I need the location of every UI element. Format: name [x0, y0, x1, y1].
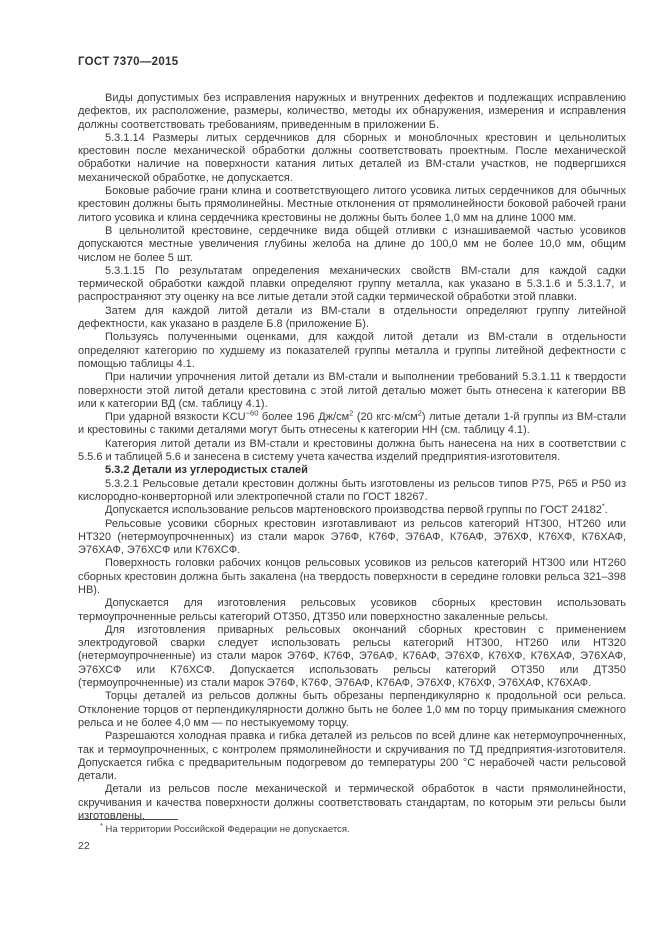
document-body	[78, 92, 626, 823]
page-number: 22	[78, 840, 90, 852]
paragraph: Допускается для изготовления рельсовых усовиков сборных крестовин использовать термоупрочненные рельсы категорий ОТ350, ДТ350 или поверхностно закаленные рельсы.	[78, 597, 626, 623]
paragraph: Допускается использование рельсов мартеновского производства первой группы по ГОСТ 24182*.	[105, 501, 608, 517]
section-heading: 5.3.2 Детали из углеродистых сталей	[105, 464, 308, 477]
paragraph: Поверхность головки рабочих концов рельсовых усовиков из рельсов категорий НТ300 или НТ260 сборных крестовин должна быть закалена (на твердость поверхности в середине головки рельса 321–398 НВ).	[78, 557, 626, 596]
paragraph: Торцы деталей из рельсов должны быть обрезаны перпендикулярно к продольной оси рельса. Отклонение торцов от перпендикулярности должно быть не более 1,0 мм по торцу примыкания смежного рельса и не более 4,0 мм — по нестыкуемому торцу.	[78, 690, 626, 729]
paragraph: 5.3.1.15 По результатам определения механических свойств ВМ-стали для каждой садки термической обработки каждой плавки определяют группу металла, как указано в 5.3.1.6 и 5.3.1.7, и распространяют эту оценку на все литые детали этой садки термической обработки этой плавки.	[78, 264, 626, 304]
footnote-divider	[78, 819, 178, 820]
document-header-title: ГОСТ 7370—2015	[78, 56, 179, 68]
footnote-text	[78, 820, 626, 836]
paragraph: Пользуясь полученными оценками, для каждой литой детали из ВМ-стали в отдельности определяют категорию по худшему из показателей группы металла и группы литейной дефектности с помощью таблицы 4.1.	[78, 331, 626, 370]
paragraph: Виды допустимых без исправления наружных и внутренних дефектов и подлежащих исправлению дефектов, их расположение, размеры, количество, методы их обнаружения, измерения и исправления должны соответствовать требованиям, приведенным в приложении Б.	[78, 92, 626, 131]
paragraph: При наличии упрочнения литой детали из ВМ-стали и выполнении требований 5.3.1.11 к твердости поверхности этой литой детали крестовина с этой литой деталью может быть отнесена к категории ВВ или к категории ВД (см. таблицу 4.1).	[78, 371, 626, 410]
footnote-marker: *	[100, 820, 103, 830]
footnote-block	[78, 819, 626, 836]
paragraph: В цельнолитой крестовине, сердечнике вида общей отливки с изнашиваемой частью усовиков допускаются местные увеличения глубины желоба на длине до 100,0 мм не более 10,0 мм, общим числом не более 5 шт.	[78, 224, 626, 264]
paragraph: Для изготовления приварных рельсовых окончаний сборных крестовин с применением электродуговой сварки следует использовать рельсы категорий НТ300, НТ260 или НТ320 (нетермоупрочненные) из стали марок Э76Ф, К76Ф, Э76АФ, К76АФ, Э76ХФ, К76ХФ, К76ХАФ, Э76ХАФ, Э76ХСФ или К76ХСФ. Допускается использовать рельсы категорий ОТ350 или ДТ350 (термоупрочненные) из стали марок Э76Ф, К76Ф, Э76АФ, К76АФ, Э76ХФ, К76ХФ, Э76ХАФ, К76ХАФ.	[78, 623, 626, 690]
footnote-label: На территории Российской Федерации не допускается.	[102, 824, 350, 835]
paragraph: Детали из рельсов после механической и термической обработок в части прямолинейности, скручивания и качества поверхности должны соответствовать стандартам, по которым эти рельсы были изготовлены.	[78, 783, 626, 823]
paragraph: 5.3.2.1 Рельсовые детали крестовин должны быть изготовлены из рельсов типов Р75, Р65 и Р50 из кислородно-конверторной или электропечной стали по ГОСТ 18267.	[78, 477, 626, 503]
paragraph: 5.3.1.14 Размеры литых сердечников для сборных и моноблочных крестовин и цельнолитых крестовин после механической обработки должны соответствовать проектным. После механической обработки наличие на поверхности катания литых деталей из ВМ-стали участков, не подвергшихся механической обработке, не допускается.	[78, 131, 626, 184]
paragraph: Категория литой детали из ВМ-стали и крестовины должна быть нанесена на них в соответствии с 5.5.6 и таблицей 5.6 и занесена в систему учета качества изделий предприятия-изготовителя.	[78, 437, 626, 464]
paragraph: Разрешаются холодная правка и гибка деталей из рельсов по всей длине как нетермоупрочненных, так и термоупрочненных, с контролем прямолинейности и скручивания по ТД предприятия-изготовителя. Допускается гибка с предварительным подогревом до температуры 200 °С нерабочей части рельсовой детали.	[78, 730, 626, 783]
paragraph: Боковые рабочие грани клина и соответствующего литого усовика литых сердечников для обычных крестовин должны быть прямолинейны. Местные отклонения от прямолинейности боковой рабочей грани литого усовика и клина сердечника крестовины не должны быть более 1,0 мм на длине 1000 мм.	[78, 185, 626, 224]
paragraph: Затем для каждой литой детали из ВМ-стали в отдельности определяют группу литейной дефектности, как указано в разделе Б.8 (приложение Б).	[78, 304, 626, 331]
paragraph: При ударной вязкости $KCU^{-60}$ более 196 $Дж/см^2$ (20 $кгс\cdot м/см^2$) литые детали 1-й группы из ВМ-стали и крестовины с такими деталями могут быть отнесены к категории НН (см. таблицу 4.1).	[78, 408, 626, 437]
paragraph: Рельсовые усовики сборных крестовин изготавливают из рельсов категорий НТ300, НТ260 или НТ320 (нетермоупрочненных) из стали марок Э76Ф, К76Ф, Э76АФ, К76АФ, Э76ХФ, К76ХФ, К76ХАФ, Э76ХАФ, Э76ХСФ или К76ХСФ.	[78, 517, 626, 557]
